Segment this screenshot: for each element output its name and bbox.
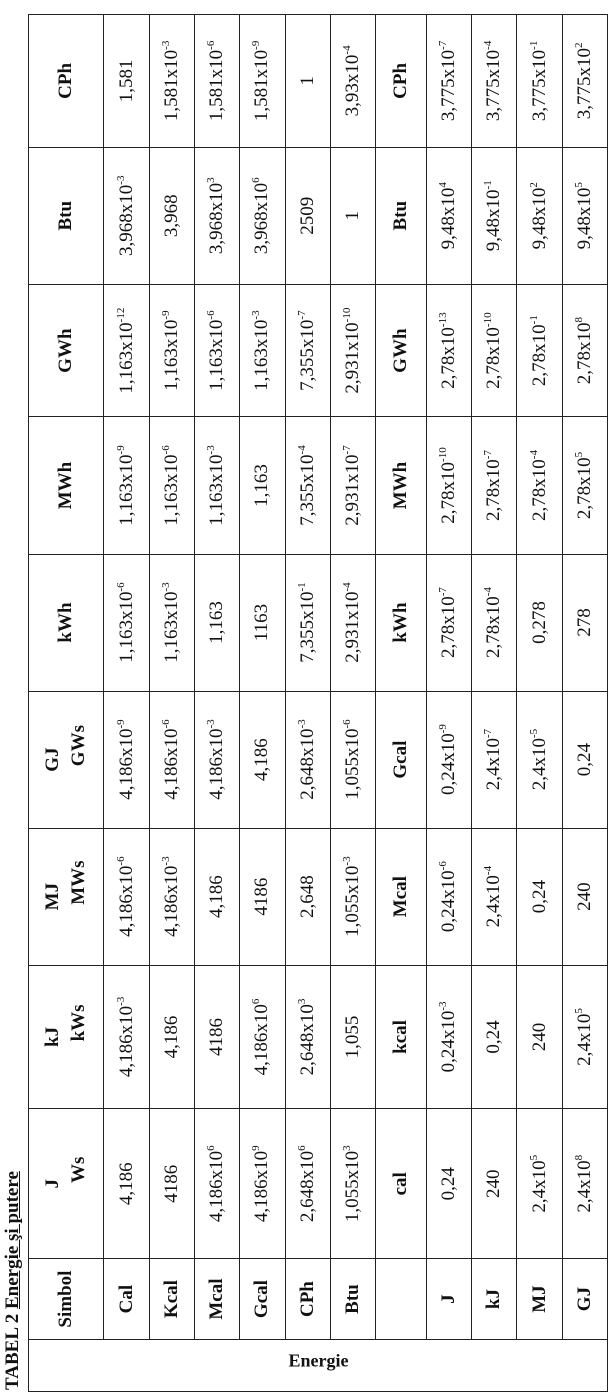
table-cell: $2,4x10^5$ (517, 1109, 562, 1259)
table-cell: $2,4x10^{-4}$ (472, 828, 517, 965)
column-header: cal (376, 1109, 427, 1259)
table-cell: $7,355x10^{-7}$ (285, 284, 330, 417)
table-cell: 4,186 (149, 965, 194, 1109)
table-row (240, 15, 285, 1392)
table-cell: $9,48x10^5$ (562, 147, 607, 284)
table-cell: $1,163x10^{-3}$ (195, 417, 240, 554)
table-cell: 2,648 (285, 828, 330, 965)
column-header: CPh (376, 15, 427, 148)
table-cell: $4,186x10^{-9}$ (104, 691, 149, 828)
table-cell: 4186 (195, 965, 240, 1109)
table-cell: $3,775x10^{-4}$ (472, 15, 517, 148)
table-cell: $2,931x10^{-7}$ (330, 417, 375, 554)
table-cell: 4,186 (195, 828, 240, 965)
table-cell: $2,4x10^8$ (562, 1109, 607, 1259)
column-header-alt-unit: GWs (68, 725, 90, 767)
column-header: GWh (29, 284, 104, 417)
table-cell: 0,278 (517, 554, 562, 691)
table-row (149, 15, 194, 1392)
table-cell: 0,24 (426, 1109, 471, 1259)
caption-prefix: TABEL 2 (2, 1309, 23, 1390)
row-symbol: J (426, 1259, 471, 1339)
table-row (517, 15, 562, 1392)
column-header: GWh (376, 284, 427, 417)
table-cell: $3,775x10^{-1}$ (517, 15, 562, 148)
table-cell: $1,055x10^3$ (330, 1109, 375, 1259)
table-cell: $2,648x10^6$ (285, 1109, 330, 1259)
table-row (104, 15, 149, 1392)
column-header-unit: J (42, 1179, 64, 1189)
table-row (472, 15, 517, 1392)
row-symbol: GJ (562, 1259, 607, 1339)
row-symbol: Gcal (240, 1259, 285, 1339)
caption-title: Energie şi putere (2, 1171, 23, 1310)
table-row (562, 15, 607, 1392)
table-cell: $7,355x10^{-1}$ (285, 554, 330, 691)
table-cell: 0,24 (472, 965, 517, 1109)
table-cell: $7,355x10^{-4}$ (285, 417, 330, 554)
table-row (426, 15, 471, 1392)
table-cell: $2,78x10^{-4}$ (472, 554, 517, 691)
column-header-alt-unit: MWs (68, 860, 90, 905)
table-cell: $4,186x10^{-3}$ (104, 965, 149, 1109)
table-cell: 1,581 (104, 15, 149, 148)
table-cell: $3,968x10^{-3}$ (104, 147, 149, 284)
table-cell: $2,4x10^{-5}$ (517, 691, 562, 828)
column-header-alt-unit: kWs (68, 1004, 90, 1042)
header-row-secondary (376, 15, 427, 1392)
table-cell: $2,78x10^5$ (562, 417, 607, 554)
column-header: Mcal (376, 828, 427, 965)
table-cell: $4,186x10^{-3}$ (195, 691, 240, 828)
table-cell: 278 (562, 554, 607, 691)
column-header (29, 1109, 104, 1259)
table-cell: $1,581x10^{-3}$ (149, 15, 194, 148)
table-cell: 240 (562, 828, 607, 965)
table-cell: $2,78x10^{-1}$ (517, 284, 562, 417)
table-cell: 1 (285, 15, 330, 148)
section-label (29, 1339, 608, 1391)
row-symbol: Mcal (195, 1259, 240, 1339)
symbol-header-secondary (376, 1259, 427, 1339)
table-cell: $1,163x10^{-6}$ (104, 554, 149, 691)
table-cell: $1,055x10^{-6}$ (330, 691, 375, 828)
table-cell: 1 (330, 147, 375, 284)
table-cell: 240 (472, 1109, 517, 1259)
table-cell: 240 (517, 965, 562, 1109)
table-cell: $0,24x10^{-3}$ (426, 965, 471, 1109)
table-cell: 4,186 (104, 1109, 149, 1259)
table-cell: 4186 (149, 1109, 194, 1259)
table-cell: 3,968 (149, 147, 194, 284)
table-cell: $2,931x10^{-10}$ (330, 284, 375, 417)
table-cell: 4186 (240, 828, 285, 965)
table-cell: $2,78x10^{-7}$ (426, 554, 471, 691)
table-cell: $4,186x10^{-6}$ (104, 828, 149, 965)
column-header: MWh (29, 417, 104, 554)
row-symbol: MJ (517, 1259, 562, 1339)
table-cell: $4,186x10^6$ (240, 965, 285, 1109)
column-header: MWh (376, 417, 427, 554)
row-symbol: Cal (104, 1259, 149, 1339)
column-header-unit: GJ (42, 747, 64, 772)
table-cell: 0,24 (562, 691, 607, 828)
table-cell: $9,48x10^4$ (426, 147, 471, 284)
column-header (29, 965, 104, 1109)
symbol-header: Simbol (29, 1259, 104, 1339)
table-row (330, 15, 375, 1392)
table-body (29, 15, 608, 1392)
table-cell: 1,055 (330, 965, 375, 1109)
energy-conversion-table (28, 14, 608, 1392)
table-cell: $9,48x10^{-1}$ (472, 147, 517, 284)
row-symbol: Btu (330, 1259, 375, 1339)
table-cell: 1,163 (195, 554, 240, 691)
table-cell: $4,186x10^{-3}$ (149, 828, 194, 965)
table-cell: $2,931x10^{-4}$ (330, 554, 375, 691)
table-cell: $2,4x10^5$ (562, 965, 607, 1109)
column-header-unit: MJ (42, 882, 64, 911)
column-header: kWh (376, 554, 427, 691)
table-row (285, 15, 330, 1392)
table-cell: 1163 (240, 554, 285, 691)
table-cell: $2,78x10^{-4}$ (517, 417, 562, 554)
table-cell: $1,163x10^{-3}$ (149, 554, 194, 691)
column-header: kcal (376, 965, 427, 1109)
table-cell: 1,163 (240, 417, 285, 554)
table-cell: $1,163x10^{-6}$ (195, 284, 240, 417)
column-header: Btu (376, 147, 427, 284)
header-row (29, 15, 104, 1392)
column-header (29, 828, 104, 965)
table-cell: $0,24x10^{-9}$ (426, 691, 471, 828)
table-cell: $4,186x10^{-6}$ (149, 691, 194, 828)
row-symbol: CPh (285, 1259, 330, 1339)
table-cell: $2,78x10^{-13}$ (426, 284, 471, 417)
table-cell: 2509 (285, 147, 330, 284)
table-cell: $1,163x10^{-3}$ (240, 284, 285, 417)
table-cell: $4,186x10^6$ (195, 1109, 240, 1259)
row-symbol: Kcal (149, 1259, 194, 1339)
table-cell: $3,968x10^6$ (240, 147, 285, 284)
column-header-unit: kJ (42, 1026, 64, 1047)
table-cell: $3,775x10^{-7}$ (426, 15, 471, 148)
table-cell: $2,78x10^8$ (562, 284, 607, 417)
table-cell: $2,78x10^{-10}$ (472, 284, 517, 417)
row-symbol: kJ (472, 1259, 517, 1339)
table-cell: $1,055x10^{-3}$ (330, 828, 375, 965)
table-cell: $9,48x10^2$ (517, 147, 562, 284)
table-cell: $3,775x10^2$ (562, 15, 607, 148)
column-header: kWh (29, 554, 104, 691)
column-header: CPh (29, 15, 104, 148)
table-cell: $4,186x10^9$ (240, 1109, 285, 1259)
table-cell: $0,24x10^{-6}$ (426, 828, 471, 965)
table-cell: $3,93x10^{-4}$ (330, 15, 375, 148)
table-row (195, 15, 240, 1392)
table-cell: $1,163x10^{-9}$ (149, 284, 194, 417)
table-cell: 0,24 (517, 828, 562, 965)
table-cell: $2,648x10^{-3}$ (285, 691, 330, 828)
table-cell: $1,163x10^{-9}$ (104, 417, 149, 554)
table-cell: $1,163x10^{-6}$ (149, 417, 194, 554)
column-header-alt-unit: Ws (68, 1156, 90, 1183)
table-cell: $2,78x10^{-7}$ (472, 417, 517, 554)
column-header: Gcal (376, 691, 427, 828)
table-cell: 4,186 (240, 691, 285, 828)
table-cell: $1,581x10^{-6}$ (195, 15, 240, 148)
table-cell: $3,968x10^3$ (195, 147, 240, 284)
table-cell: $2,4x10^{-7}$ (472, 691, 517, 828)
table-cell: $2,648x10^3$ (285, 965, 330, 1109)
table-caption (2, 1171, 24, 1390)
column-header (29, 691, 104, 828)
table-cell: $1,581x10^{-9}$ (240, 15, 285, 148)
table-cell: $1,163x10^{-12}$ (104, 284, 149, 417)
table-cell: $2,78x10^{-10}$ (426, 417, 471, 554)
column-header: Btu (29, 147, 104, 284)
section-label-text: Energie (288, 1350, 348, 1371)
